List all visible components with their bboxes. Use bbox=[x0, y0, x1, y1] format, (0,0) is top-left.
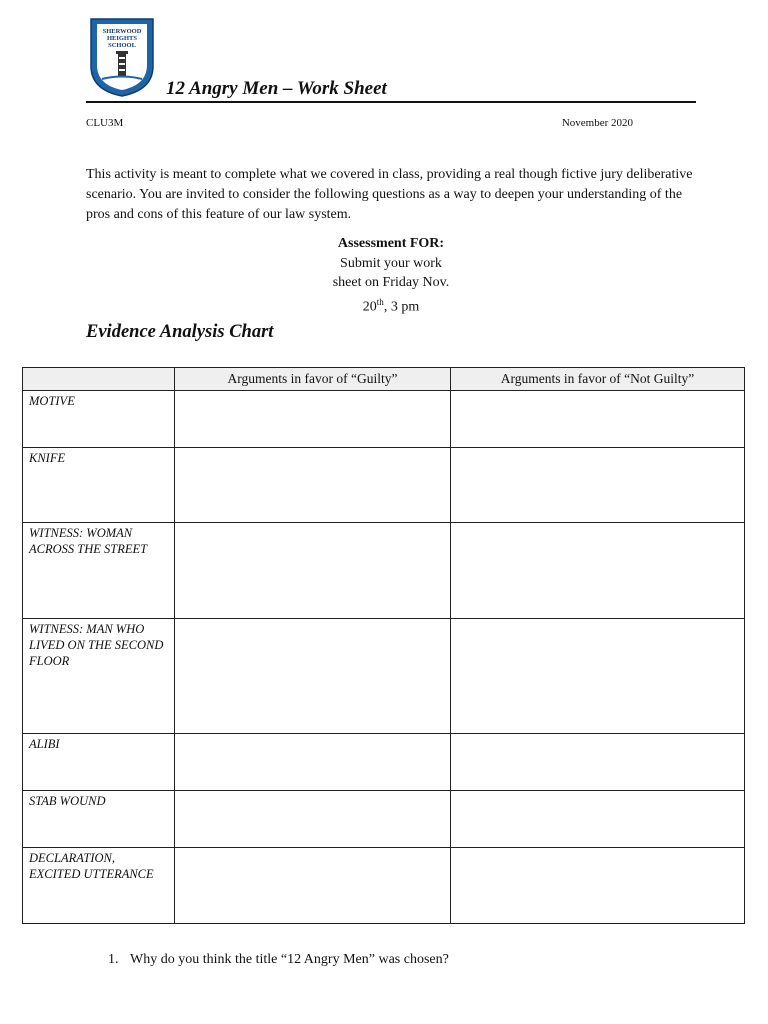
worksheet-date: November 2020 bbox=[561, 117, 633, 129]
svg-text:SCHOOL: SCHOOL bbox=[108, 42, 136, 49]
chart-title: Evidence Analysis Chart bbox=[86, 322, 274, 342]
not-guilty-cell[interactable] bbox=[451, 523, 745, 619]
due-day: 20 bbox=[362, 299, 377, 315]
table-row bbox=[23, 619, 745, 734]
due-time: , 3 pm bbox=[383, 299, 420, 315]
assessment-heading: Assessment FOR: bbox=[337, 236, 445, 251]
worksheet-title: 12 Angry Men – Work Sheet bbox=[166, 78, 387, 99]
question-number: 1. bbox=[108, 952, 119, 967]
row-label-declaration: DECLARATION, EXCITED UTTERANCE bbox=[23, 848, 175, 924]
guilty-cell[interactable] bbox=[175, 619, 451, 734]
table-row bbox=[23, 734, 745, 791]
table-header-row bbox=[23, 368, 745, 391]
assessment-box bbox=[311, 234, 471, 317]
guilty-cell[interactable] bbox=[175, 734, 451, 791]
column-header-guilty: Arguments in favor of “Guilty” bbox=[175, 368, 451, 391]
table-row bbox=[23, 448, 745, 523]
row-label-motive: MOTIVE bbox=[23, 391, 175, 448]
guilty-cell[interactable] bbox=[175, 791, 451, 848]
not-guilty-cell[interactable] bbox=[451, 391, 745, 448]
table-row bbox=[23, 791, 745, 848]
row-label-stab-wound: STAB WOUND bbox=[23, 791, 175, 848]
due-day-suffix: th bbox=[376, 296, 384, 307]
guilty-cell[interactable] bbox=[175, 391, 451, 448]
table-row bbox=[23, 523, 745, 619]
not-guilty-cell[interactable] bbox=[451, 848, 745, 924]
table-row bbox=[23, 391, 745, 448]
row-label-knife: KNIFE bbox=[23, 448, 175, 523]
assessment-line-1: Submit your work bbox=[340, 255, 442, 271]
assessment-line-3 bbox=[311, 293, 471, 317]
row-label-witness-woman: WITNESS: WOMAN ACROSS THE STREET bbox=[23, 523, 175, 619]
course-code: CLU3M bbox=[86, 117, 124, 129]
header-divider bbox=[86, 101, 696, 103]
svg-text:HEIGHTS: HEIGHTS bbox=[107, 35, 137, 42]
guilty-cell[interactable] bbox=[175, 848, 451, 924]
row-label-witness-man: WITNESS: MAN WHO LIVED ON THE SECOND FLOOR bbox=[23, 619, 175, 734]
guilty-cell[interactable] bbox=[175, 523, 451, 619]
not-guilty-cell[interactable] bbox=[451, 791, 745, 848]
intro-paragraph: This activity is meant to complete what we covered in class, providing a real though fictive jury deliberative scenario. You are invited to consider the following questions as a way to deepen your understanding of the pros and cons of this feature of our law system. bbox=[86, 167, 693, 222]
not-guilty-cell[interactable] bbox=[451, 734, 745, 791]
column-header-not-guilty: Arguments in favor of “Not Guilty” bbox=[451, 368, 745, 391]
svg-text:SHERWOOD: SHERWOOD bbox=[102, 28, 142, 35]
question-text: Why do you think the title “12 Angry Men” was chosen? bbox=[130, 952, 449, 967]
column-header-evidence bbox=[23, 368, 175, 391]
evidence-analysis-table bbox=[22, 367, 745, 924]
not-guilty-cell[interactable] bbox=[451, 619, 745, 734]
question-item bbox=[108, 952, 449, 968]
row-label-alibi: ALIBI bbox=[23, 734, 175, 791]
not-guilty-cell[interactable] bbox=[451, 448, 745, 523]
assessment-line-2: sheet on Friday Nov. bbox=[332, 275, 450, 290]
table-row bbox=[23, 848, 745, 924]
guilty-cell[interactable] bbox=[175, 448, 451, 523]
school-crest-logo bbox=[88, 16, 156, 98]
